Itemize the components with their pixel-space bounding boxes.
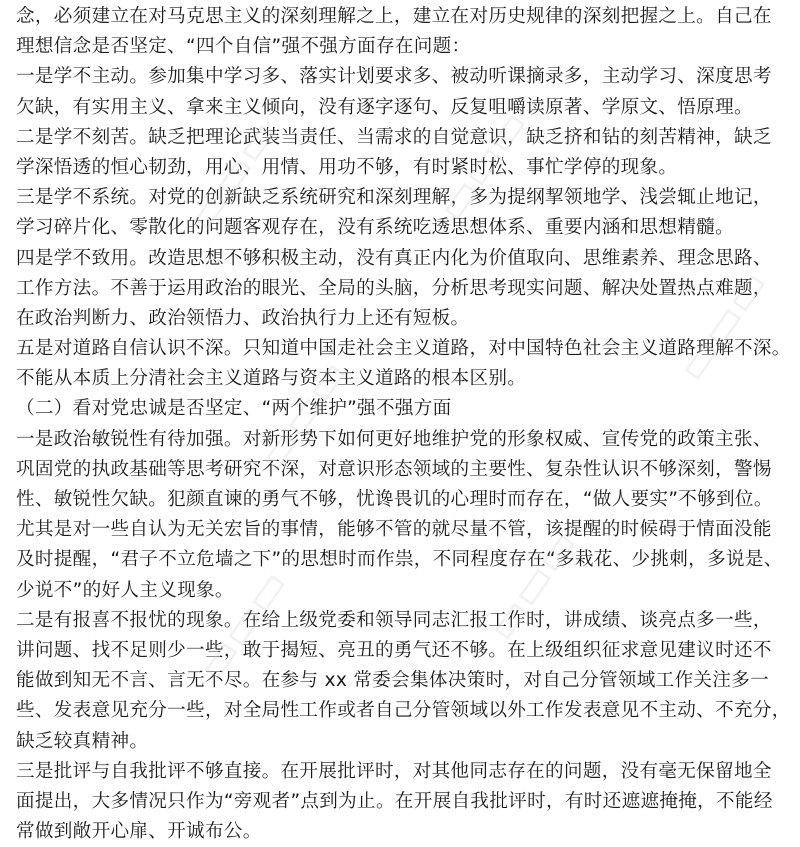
text-line: 欠缺，有实用主义、拿来主义倾向，没有逐字逐句、反复咀嚼读原著、学原文、悟原理。	[16, 96, 753, 118]
watermark-mark: ▭▭▭	[475, 519, 590, 652]
text-line: 二是有报喜不报忧的现象。在给上级党委和领导同志汇报工作时，讲成绩、谈亮点多一些，	[16, 609, 772, 631]
text-line: 讲问题、找不足则少一些，敢于揭短、亮丑的勇气还不够。在上级组织征求意见建议时还不	[16, 639, 772, 661]
text-line: 常做到敞开心扉、开诚布公。	[16, 821, 262, 843]
text-line: 一是学不主动。参加集中学习多、落实计划要求多、被动听课摘录多，主动学习、深度思考	[16, 66, 772, 88]
text-line: 三是批评与自我批评不够直接。在开展批评时，对其他同志存在的问题，没有毫无保留地全	[16, 760, 772, 782]
text-line: 能做到知无不言、言无不尽。在参与 xx 常委会集体决策时，对自己分管领域工作关注多一	[16, 670, 769, 692]
watermark-mark: ▭▭▭	[425, 99, 540, 232]
watermark-mark: ▭▭▭	[665, 259, 780, 392]
text-line: 在政治判断力、政治领悟力、政治执行力上还有短板。	[16, 307, 470, 329]
text-line: 缺乏较真精神。	[16, 730, 149, 752]
text-line: 工作方法。不善于运用政治的眼光、全局的头脑，分析思考现实问题、解决处置热点难题，	[16, 277, 772, 299]
section-heading: （二）看对党忠诚是否坚定、“两个维护”强不强方面	[16, 398, 452, 420]
watermark-mark: ▭▭▭	[185, 559, 300, 692]
text-line: 面提出，大多情况只作为“旁观者”点到为止。在开展自我批评时，有时还遮遮掩掩，不能经	[16, 790, 773, 812]
text-line: 不能从本质上分清社会主义道路与资本主义道路的根本区别。	[16, 368, 527, 390]
text-line: 一是政治敏锐性有待加强。对新形势下如何更好地维护党的形象权威、宣传党的政策主张、	[16, 428, 772, 450]
text-line: 些、发表意见充分一些，对全局性工作或者自己分管领域以外工作发表意见不主动、不充分，	[16, 700, 791, 722]
text-line: 理想信念是否坚定、“四个自信”强不强方面存在问题：	[16, 36, 471, 58]
text-line: 少说不”的好人主义现象。	[16, 579, 234, 601]
text-line: 性、敏锐性欠缺。犯颜直谏的勇气不够，忧谗畏讥的心理时而存在，“做人要实”不够到位。	[16, 489, 773, 510]
text-line: 五是对道路自信认识不深。只知道中国走社会主义道路，对中国特色社会主义道路理解不深。	[16, 338, 791, 360]
text-line: 巩固党的执政基础等思考研究不深，对意识形态领域的主要性、复杂性认识不够深刻，警惕	[16, 458, 772, 480]
text-line: 及时提醒，“君子不立危墙之下”的思想时而作祟，不同程度存在“多栽花、少挑刺，多说是、	[16, 549, 783, 571]
text-line: 学习碎片化、零散化的问题客观存在，没有系统吃透思想体系、重要内涵和思想精髓。	[16, 217, 734, 239]
watermark-mark: ▭▭▭	[175, 109, 290, 242]
text-line: 学深悟透的恒心韧劲，用心、用情、用功不够，有时紧时松、事忙学停的现象。	[16, 156, 678, 178]
text-line: 念，必须建立在对马克思主义的深刻理解之上，建立在对历史规律的深刻把握之上。自己在	[16, 6, 772, 27]
text-line: 四是学不致用。改造思想不够积极主动，没有真正内化为价值取向、思维素养、理念思路、	[16, 247, 772, 269]
text-line: 尤其是对一些自认为无关宏旨的事情，能够不管的就尽量不管，该提醒的时候碍于情面没能	[16, 519, 772, 541]
watermark-mark: ▭▭▭	[245, 349, 360, 482]
text-line: 二是学不刻苦。缺乏把理论武装当责任、当需求的自觉意识，缺乏挤和钻的刻苦精神，缺乏	[16, 126, 772, 148]
document-body	[16, 2, 791, 847]
text-line: 三是学不系统。对党的创新缺乏系统研究和深刻理解，多为提纲挈领地学、浅尝辄止地记，	[16, 187, 772, 209]
